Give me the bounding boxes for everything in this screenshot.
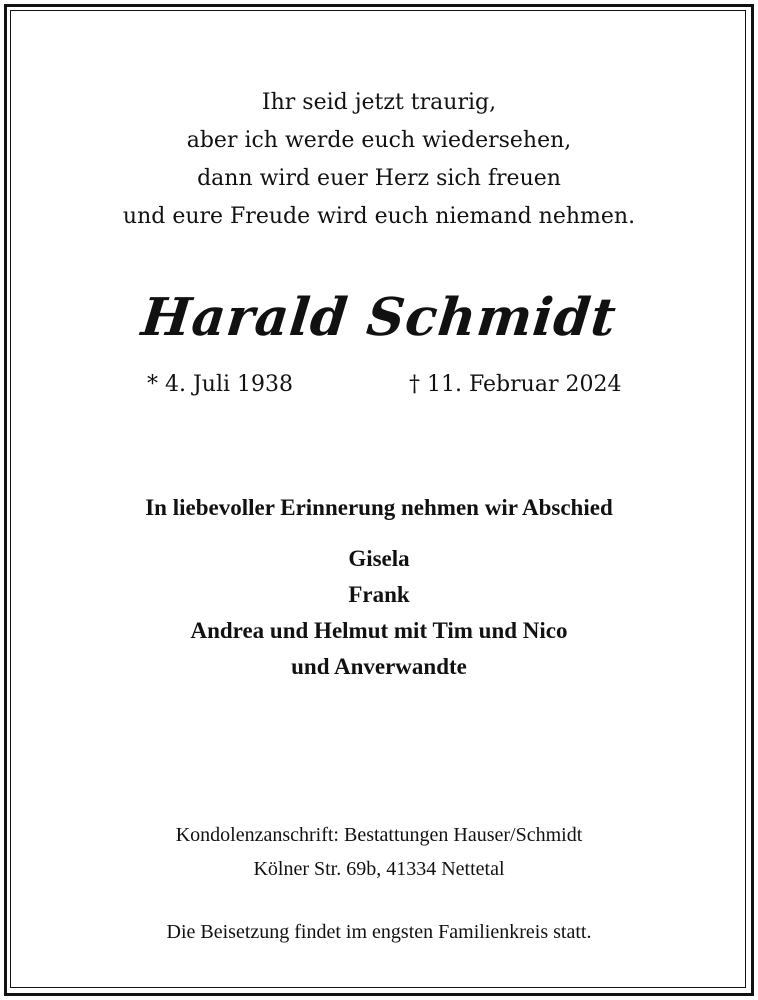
birth-date: * 4. Juli 1938 <box>147 372 294 397</box>
mourner-name: Frank <box>348 582 410 607</box>
mourner-name: und Anverwandte <box>291 654 467 679</box>
burial-note: Die Beisetzung findet im engsten Familienkreis statt. <box>166 921 592 943</box>
verse-line: dann wird euer Herz sich freuen <box>197 166 561 191</box>
mourner-name: Gisela <box>348 546 410 571</box>
mourners-list <box>0 541 758 685</box>
death-date: † 11. Februar 2024 <box>409 372 622 397</box>
verse-line: und eure Freude wird euch niemand nehmen. <box>122 204 636 229</box>
verse-line: Ihr seid jetzt traurig, <box>261 90 497 115</box>
deceased-name: Harald Schmidt <box>138 287 620 348</box>
condolence-line: Kondolenzanschrift: Bestattungen Hauser/Schmidt <box>175 824 583 846</box>
mourner-name: Andrea und Helmut mit Tim und Nico <box>190 618 568 643</box>
farewell-heading: In liebevoller Erinnerung nehmen wir Abschied <box>145 495 613 520</box>
verse-line: aber ich werde euch wiedersehen, <box>186 128 572 153</box>
condolence-address <box>0 818 758 886</box>
condolence-line: Kölner Str. 69b, 41334 Nettetal <box>253 858 505 880</box>
verse <box>0 84 758 236</box>
